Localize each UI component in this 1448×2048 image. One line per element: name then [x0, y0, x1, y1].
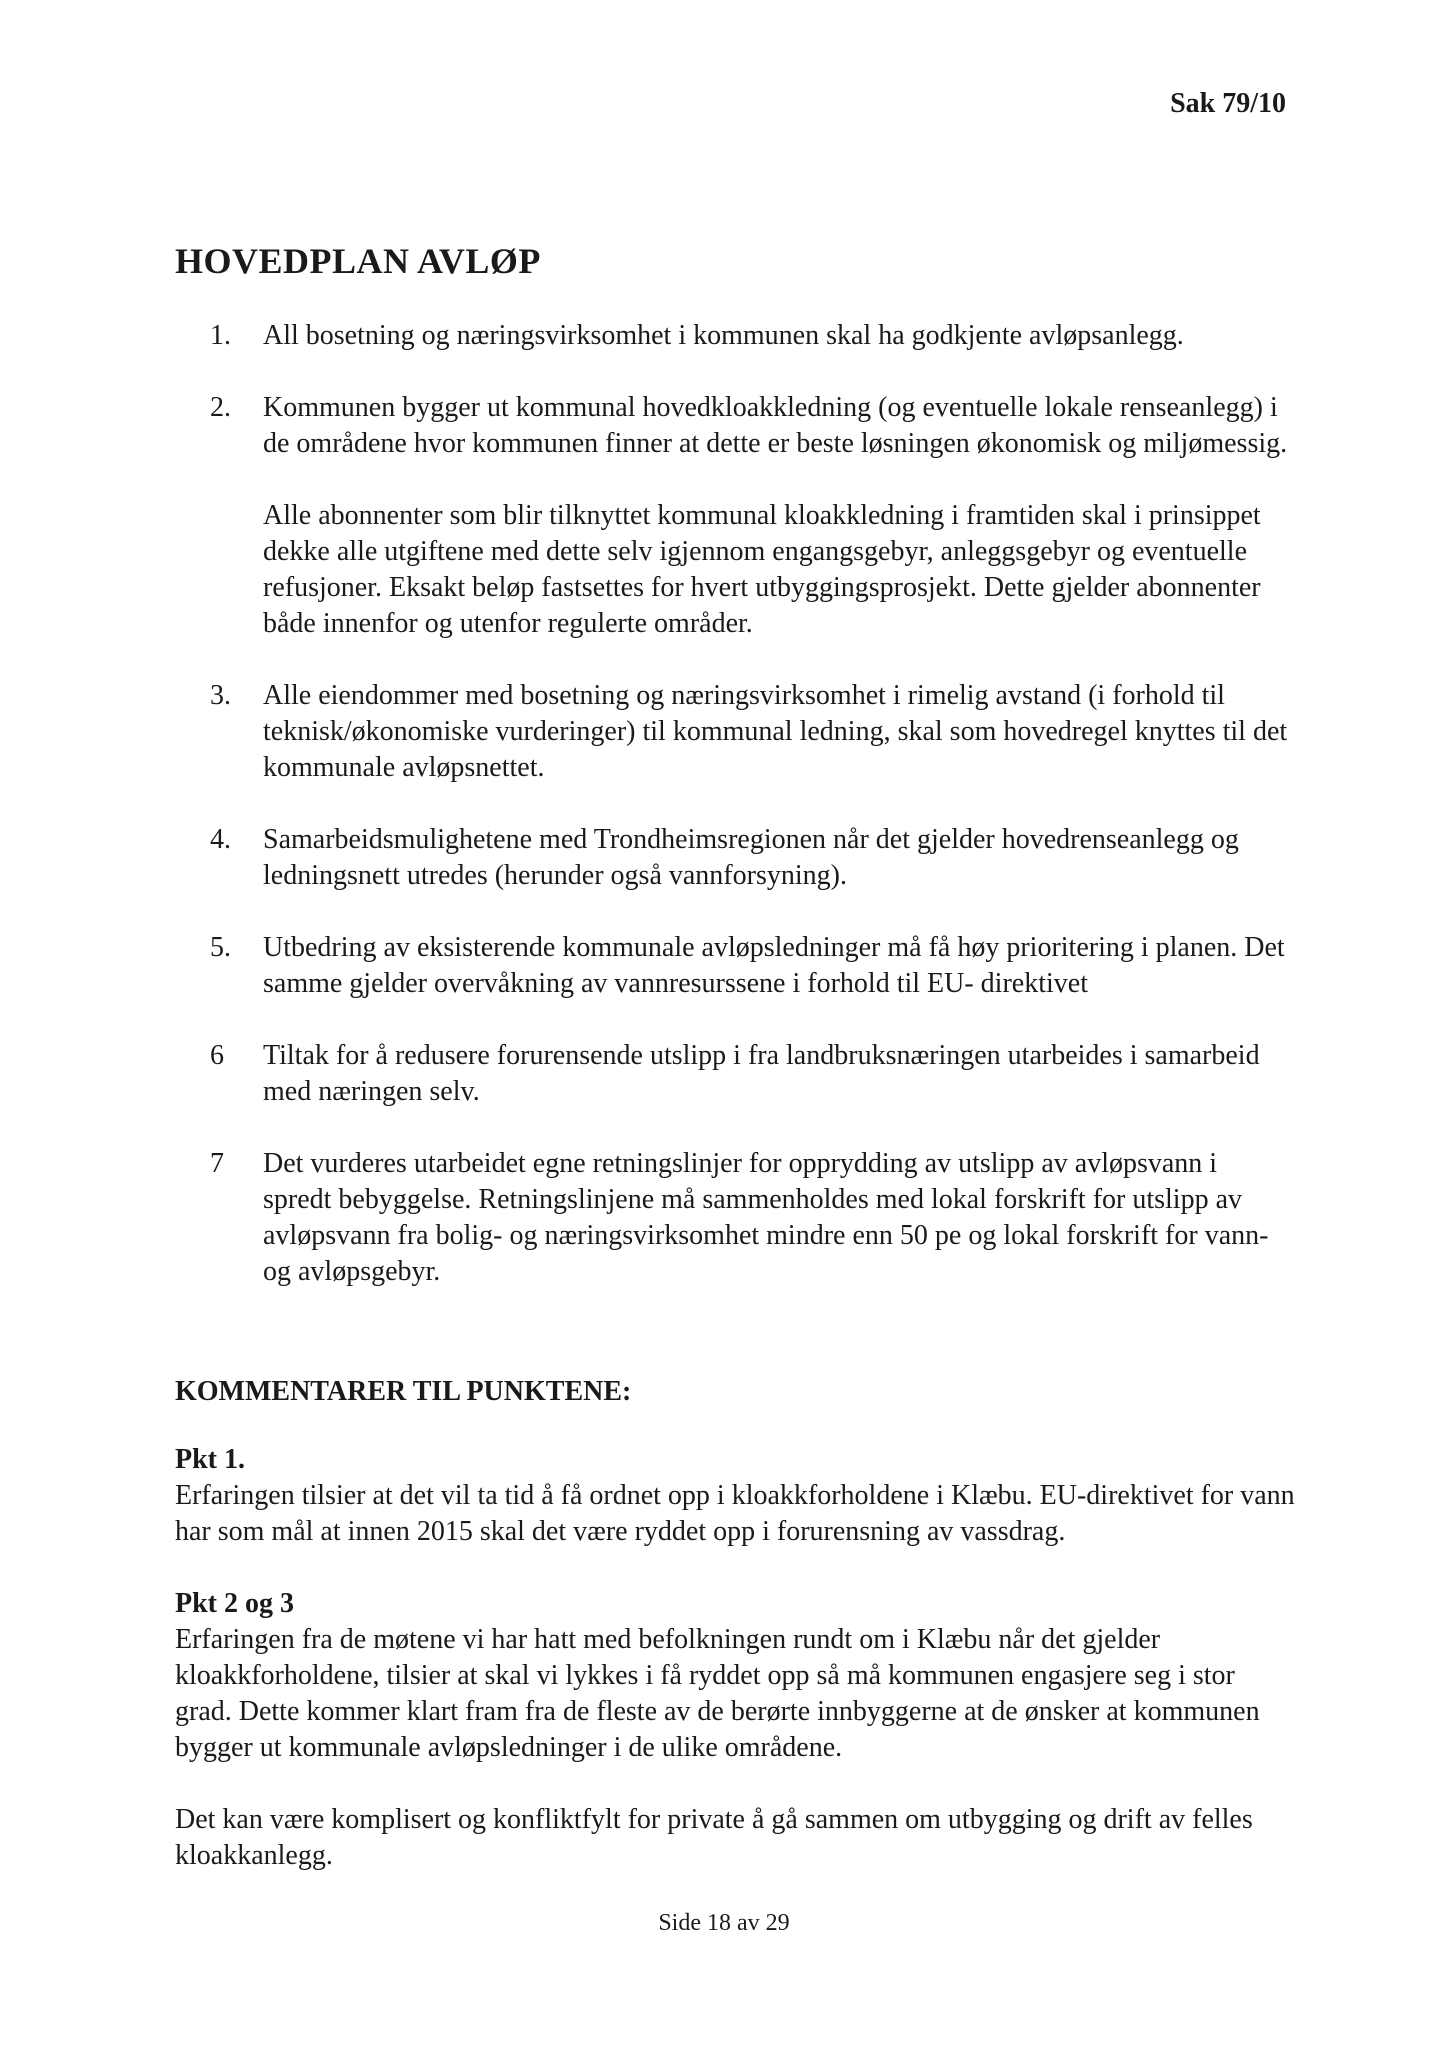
list-item — [210, 678, 1290, 786]
list-item — [210, 390, 1290, 642]
paragraph: Alle eiendommer med bosetning og næringsvirksomhet i rimelig avstand (i forhold til teknisk/økonomiske vurderinger) til kommunal ledning, skal som hovedregel knyttes til det kommunale avløpsnettet. — [263, 680, 1288, 783]
comments-heading: KOMMENTARER TIL PUNKTENE: — [175, 1376, 632, 1407]
paragraph: Alle abonnenter som blir tilknyttet kommunal kloakkledning i framtiden skal i prinsippet dekke alle utgiftene med dette selv igjennom engangsgebyr, anleggsgebyr og eventuelle refusjoner. Eksakt beløp fastsettes for hvert utbyggingsprosjekt. Dette gjelder abonnenter både innenfor og utenfor regulerte områder. — [263, 500, 1261, 639]
list-item — [210, 930, 1290, 1002]
list-item-body — [263, 930, 1290, 1002]
list-item-body — [263, 1038, 1290, 1110]
paragraph: Erfaringen tilsier at det vil ta tid å få ordnet opp i kloakkforholdene i Klæbu. EU-direktivet for vann har som mål at innen 2015 skal det være ryddet opp i forurensning av vassdrag. — [175, 1480, 1295, 1547]
comment-heading: Pkt 1. — [175, 1444, 245, 1475]
document-title: HOVEDPLAN AVLØP — [175, 241, 541, 281]
comment-heading: Pkt 2 og 3 — [175, 1588, 294, 1619]
list-item-body — [263, 822, 1290, 894]
list-item-number: 2. — [210, 392, 231, 423]
list-item-number: 6 — [210, 1040, 224, 1071]
list-item-number: 5. — [210, 932, 231, 963]
case-reference: Sak 79/10 — [1170, 88, 1286, 119]
comment-block — [175, 1586, 1295, 1874]
list-item — [210, 1038, 1290, 1110]
list-item-number: 7 — [210, 1148, 224, 1179]
list-item-body — [263, 390, 1290, 642]
list-item-body — [263, 1146, 1290, 1290]
paragraph: Utbedring av eksisterende kommunale avløpsledninger må få høy prioritering i planen. Det samme gjelder overvåkning av vannresurssene i forhold til EU- direktivet — [263, 932, 1285, 999]
list-item-number: 1. — [210, 320, 231, 351]
paragraph: Erfaringen fra de møtene vi har hatt med befolkningen rundt om i Klæbu når det gjelder kloakkforholdene, tilsier at skal vi lykkes i få ryddet opp så må kommunen engasjere seg i stor grad. Dette kommer klart fram fra de fleste av de berørte innbyggerne at de ønsker at kommunen bygger ut kommunale avløpsledninger i de ulike områdene. — [175, 1624, 1260, 1763]
paragraph: All bosetning og næringsvirksomhet i kommunen skal ha godkjente avløpsanlegg. — [263, 320, 1184, 351]
paragraph: Samarbeidsmulighetene med Trondheimsregionen når det gjelder hovedrenseanlegg og ledningsnett utredes (herunder også vannforsyning). — [263, 824, 1239, 891]
paragraph: Tiltak for å redusere forurensende utslipp i fra landbruksnæringen utarbeides i samarbeid med næringen selv. — [263, 1040, 1260, 1107]
list-item — [210, 1146, 1290, 1290]
list-item-body — [263, 318, 1290, 354]
list-item-body — [263, 678, 1290, 786]
comments-section — [175, 1374, 1295, 1910]
list-item-number: 3. — [210, 680, 231, 711]
list-item — [210, 318, 1290, 354]
paragraph: Det vurderes utarbeidet egne retningslinjer for opprydding av utslipp av avløpsvann i spredt bebyggelse. Retningslinjene må sammenholdes med lokal forskrift for utslipp av avløpsvann fra bolig- og næringsvirksomhet mindre enn 50 pe og lokal forskrift for vann- og avløpsgebyr. — [263, 1148, 1269, 1287]
page-footer: Side 18 av 29 — [658, 1910, 790, 1936]
numbered-list — [210, 318, 1290, 1326]
list-item-number: 4. — [210, 824, 231, 855]
paragraph: Det kan være komplisert og konfliktfylt for private å gå sammen om utbygging og drift av felles kloakkanlegg. — [175, 1804, 1253, 1871]
list-item — [210, 822, 1290, 894]
comment-block — [175, 1442, 1295, 1550]
paragraph: Kommunen bygger ut kommunal hovedkloakkledning (og eventuelle lokale renseanlegg) i de områdene hvor kommunen finner at dette er beste løsningen økonomisk og miljømessig. — [263, 392, 1288, 459]
